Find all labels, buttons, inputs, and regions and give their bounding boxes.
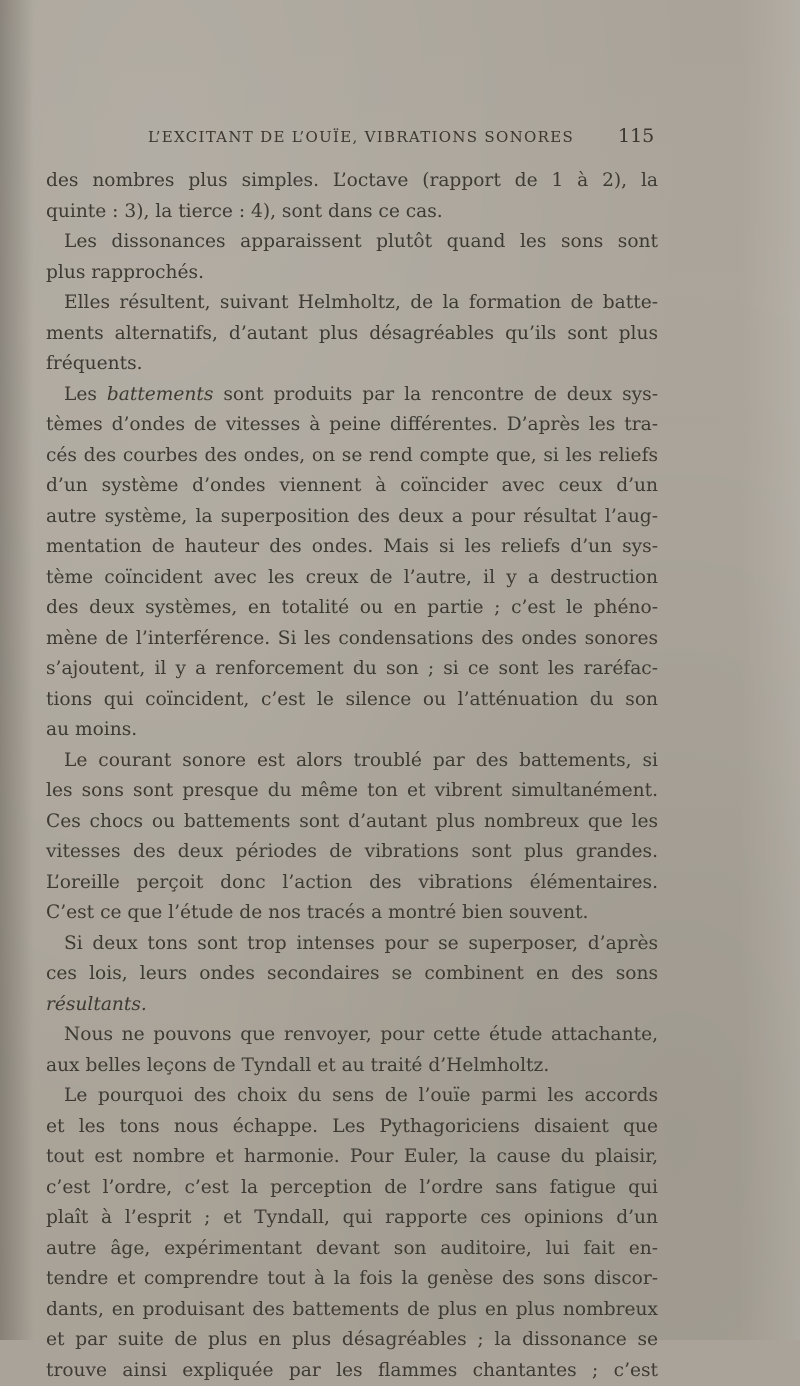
text-line: Le pourquoi des choix du sens de l’ouïe parmi les accords [46,1081,658,1112]
text-line: des deux systèmes, en totalité ou en partie ; c’est le phéno- [46,593,658,624]
text-line: et par suite de plus en plus désagréables ; la dissonance se [46,1325,658,1356]
text-line: cés des courbes des ondes, on se rend compte que, si les reliefs [46,441,658,472]
text-line: plaît à l’esprit ; et Tyndall, qui rapporte ces opinions d’un [46,1203,658,1234]
text-line: aux belles leçons de Tyndall et au traité d’Helmholtz. [46,1051,658,1082]
text-line: quinte : 3), la tierce : 4), sont dans ce cas. [46,197,658,228]
text-line: trouve ainsi expliquée par les flammes chantantes ; c’est [46,1356,658,1386]
text-line: Les dissonances apparaissent plutôt quand les sons sont [46,227,658,258]
text-line: mène de l’interférence. Si les condensations des ondes sonores [46,624,658,655]
text-line: plus rapprochés. [46,258,658,289]
text-line: tions qui coïncident, c’est le silence ou l’atténuation du son [46,685,658,716]
text-line: tème coïncident avec les creux de l’autre, il y a destruction [46,563,658,594]
text-line: dants, en produisant des battements de plus en plus nombreux [46,1295,658,1326]
text-line: Les battements sont produits par la rencontre de deux sys- [46,380,658,411]
text-line: et les tons nous échappe. Les Pythagoriciens disaient que [46,1112,658,1143]
text-line: vitesses des deux périodes de vibrations sont plus grandes. [46,837,658,868]
text-line: s’ajoutent, il y a renforcement du son ; si ce sont les raréfac- [46,654,658,685]
text-line: les sons sont presque du même ton et vibrent simultanément. [46,776,658,807]
text-line: Si deux tons sont trop intenses pour se superposer, d’après [46,929,658,960]
page-number: 115 [618,125,654,147]
text-line: tendre et comprendre tout à la fois la genèse des sons discor- [46,1264,658,1295]
text-line: ments alternatifs, d’autant plus désagréables qu’ils sont plus [46,319,658,350]
text-line: d’un système d’ondes viennent à coïncider avec ceux d’un [46,471,658,502]
text-line: C’est ce que l’étude de nos tracés a montré bien souvent. [46,898,658,929]
page-binding-shadow [0,0,34,1340]
text-line: Ces chocs ou battements sont d’autant plus nombreux que les [46,807,658,838]
text-line: autre âge, expérimentant devant son auditoire, lui fait en- [46,1234,658,1265]
text-line: résultants. [46,990,658,1021]
text-line: L’oreille perçoit donc l’action des vibrations élémentaires. [46,868,658,899]
page-edge-highlight [740,0,800,1340]
text-line: autre système, la superposition des deux a pour résultat l’aug- [46,502,658,533]
body-text [46,166,658,1386]
text-line: Elles résultent, suivant Helmholtz, de la formation de batte- [46,288,658,319]
text-line: Le courant sonore est alors troublé par des battements, si [46,746,658,777]
text-line: des nombres plus simples. L’octave (rapport de 1 à 2), la [46,166,658,197]
text-line: tout est nombre et harmonie. Pour Euler, la cause du plaisir, [46,1142,658,1173]
running-title: L’EXCITANT DE L’OUÏE, VIBRATIONS SONORES [148,128,658,146]
text-line: fréquents. [46,349,658,380]
text-line: tèmes d’ondes de vitesses à peine différentes. D’après les tra- [46,410,658,441]
text-line: Nous ne pouvons que renvoyer, pour cette étude attachante, [46,1020,658,1051]
text-line: ces lois, leurs ondes secondaires se combinent en des sons [46,959,658,990]
text-line: mentation de hauteur des ondes. Mais si les reliefs d’un sys- [46,532,658,563]
text-line: c’est l’ordre, c’est la perception de l’ordre sans fatigue qui [46,1173,658,1204]
text-line: au moins. [46,715,658,746]
